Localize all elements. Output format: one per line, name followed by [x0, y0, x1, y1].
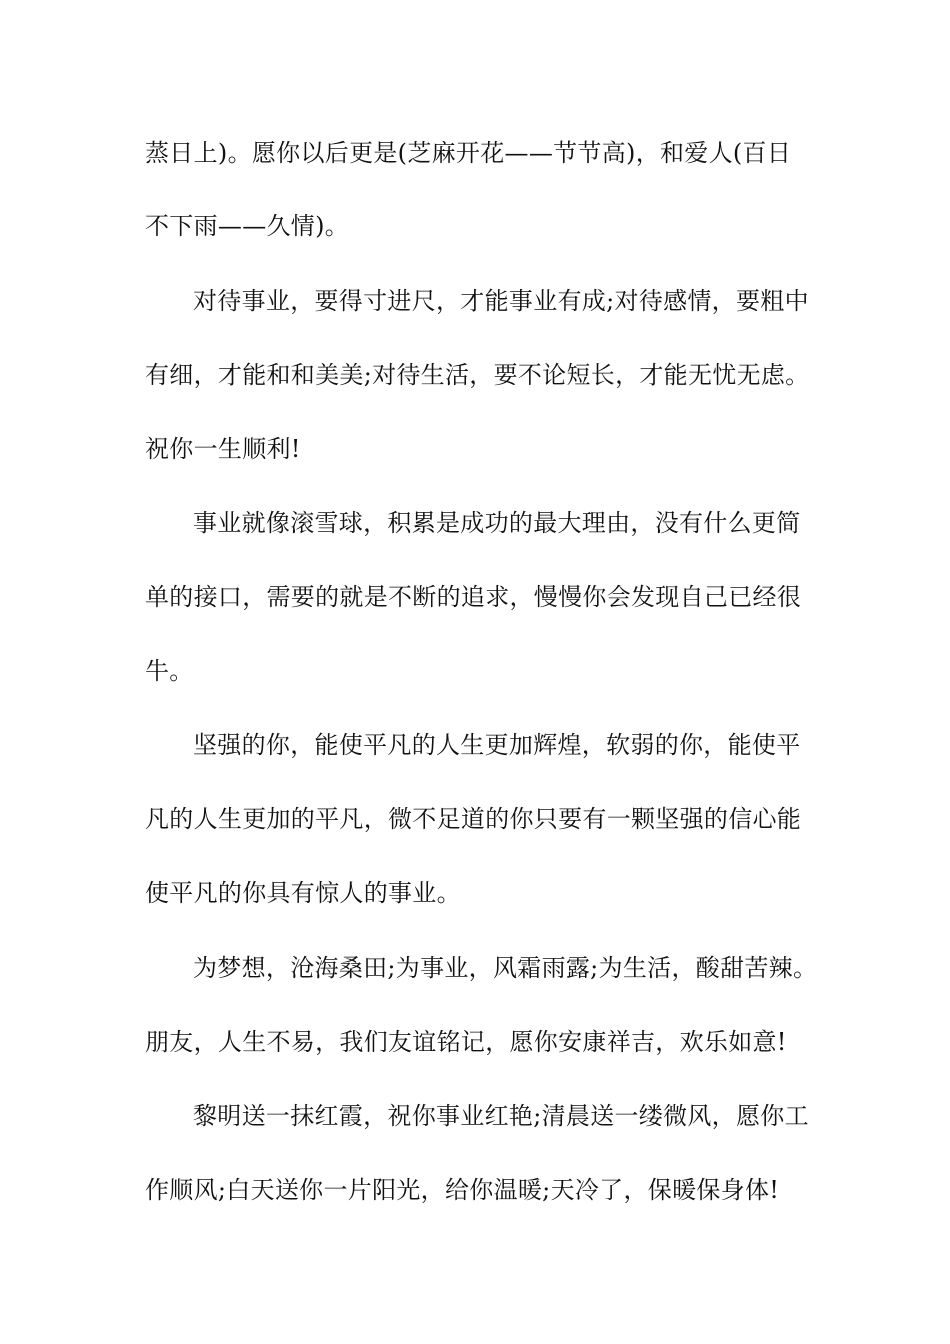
text-line: 作顺风;白天送你一片阳光，给你温暖;天冷了，保暖保身体! [145, 1176, 780, 1204]
text-line: 使平凡的你具有惊人的事业。 [145, 879, 461, 907]
text-line: 蒸日上)。愿你以后更是(芝麻开花——节节高)，和爱人(百日 [145, 139, 792, 167]
text-line: 朋友，人生不易，我们友谊铭记，愿你安康祥吉，欢乐如意! [145, 1028, 787, 1056]
text-line: 牛。 [145, 657, 194, 685]
text-line: 有细，才能和和美美;对待生活，要不论短长，才能无忧无虑。 [145, 361, 810, 389]
text-line: 单的接口，需要的就是不断的追求，慢慢你会发现自己已经很 [145, 583, 802, 611]
text-line: 凡的人生更加的平凡，微不足道的你只要有一颗坚强的信心能 [145, 805, 802, 833]
paragraph-first-line: 坚强的你，能使平凡的人生更加辉煌，软弱的你，能使平 [193, 731, 801, 759]
paragraph-first-line: 为梦想，沧海桑田;为事业，风霜雨露;为生活，酸甜苦辣。 [193, 954, 818, 982]
text-line: 不下雨——久情)。 [145, 212, 350, 240]
paragraph-first-line: 事业就像滚雪球，积累是成功的最大理由，没有什么更简 [193, 509, 801, 537]
text-line: 祝你一生顺利! [145, 435, 301, 463]
paragraph-first-line: 黎明送一抹红霞，祝你事业红艳;清晨送一缕微风，愿你工 [193, 1102, 809, 1130]
paragraph-first-line: 对待事业，要得寸进尺，才能事业有成;对待感情，要粗中 [193, 287, 809, 315]
